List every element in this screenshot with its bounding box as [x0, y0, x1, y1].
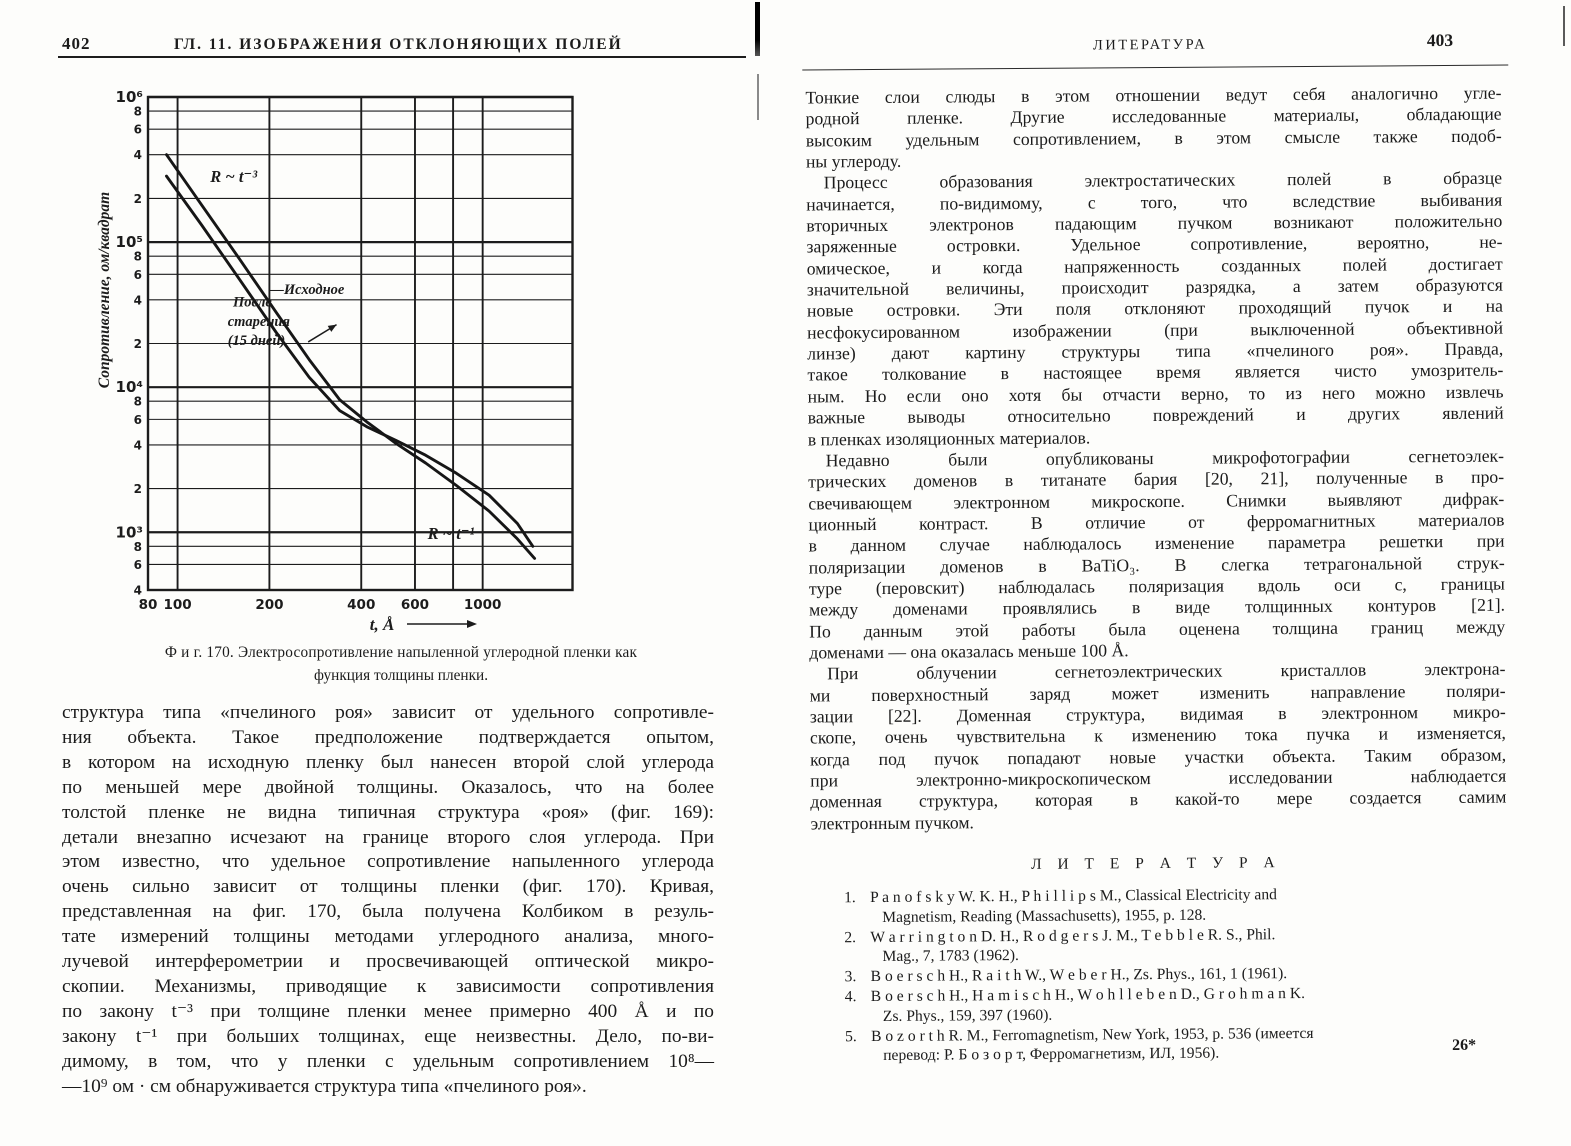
right-page — [800, 26, 1523, 1131]
reference-line: 5. B o z o r t h R. M., Ferromagnetism, New York, 1953, p. 536 (имеется — [844, 1024, 1314, 1045]
x-axis-title: t, Å — [369, 615, 395, 634]
text-line: По данным этой работы была оценена толщина границ между — [809, 616, 1506, 642]
y-tick-label: 10³ — [115, 523, 143, 542]
text-line: доменами — она оказалась меньше 100 Å. — [809, 640, 1129, 663]
figure-170 — [95, 85, 595, 645]
y-tick-label: 4 — [133, 438, 142, 453]
y-tick-label: 4 — [133, 293, 142, 308]
text-line: лучевой интерферометрии и просвечивающей оптической микро- — [62, 951, 714, 973]
references-list — [844, 884, 1509, 1067]
signature-mark: 26* — [1452, 1036, 1477, 1054]
resistance-vs-thickness-chart — [95, 85, 595, 645]
reference-line: Mag., 7, 1783 (1962). — [882, 947, 1019, 966]
text-line: важные выводы относительно повреждений и других явлений — [807, 402, 1504, 428]
y-tick-label: 10⁶ — [115, 88, 143, 106]
reference-line: 3. B o e r s c h H., R a i t h W., W e b e r H., Zs. Phys., 161, 1 (1961). — [844, 965, 1288, 986]
y-tick-label: 2 — [133, 191, 142, 206]
text-line: когда под пучок попадают новые участки объекта. Таким образом, — [810, 744, 1507, 770]
text-line: ным. Но если оно хотя бы отчасти верно, то из него можно извлечь — [807, 381, 1504, 407]
text-line: в данном случае наблюдалось изменение параметра решетки при — [808, 530, 1505, 556]
text-line: ны углероду. — [805, 150, 902, 172]
text-line: электронным пучком. — [810, 811, 975, 834]
x-tick-label: 600 — [400, 597, 430, 613]
chart-annotation: (15 дней) — [227, 333, 286, 350]
text-line: туре (перовскит) наблюдалась поляризация вдоль оси c, границы — [808, 573, 1505, 599]
text-line: между доменами проявлялись в виде толщинных контуров [21]. — [808, 594, 1506, 620]
figure-caption-line: функция толщины пленки. — [313, 667, 489, 684]
y-tick-label: 2 — [133, 482, 142, 497]
text-line: по закону t⁻³ при толщине пленки менее примерно 400 Å и по — [62, 1000, 714, 1022]
text-line: При облучении сегнетоэлектрических кристаллов электрона- — [809, 658, 1506, 684]
text-line: свечивающем электронном микроскопе. Снимки выявляют дифрак- — [808, 488, 1505, 513]
chart-annotation: —Исходное — [269, 281, 345, 298]
reference-line: Magnetism, Reading (Massachusetts), 1955, p. 128. — [882, 906, 1207, 926]
text-line: при электронно-микроскопическом исследовании наблюдается — [810, 765, 1507, 791]
y-tick-label: 8 — [133, 249, 142, 264]
y-tick-label: 8 — [133, 394, 142, 409]
text-line: структура типа «пчелиного роя» зависит от удельного сопротивле- — [62, 702, 714, 723]
scan-scratch — [1563, 6, 1565, 46]
figure-caption — [60, 641, 742, 687]
reference-number: 5. — [844, 1027, 857, 1045]
literature-section-heading: Л И Т Е Р А Т У Р А — [1030, 854, 1281, 873]
running-title: ЛИТЕРАТУРА — [1092, 36, 1208, 54]
text-line: ционный контраст. В отличие от ферромагнитных материалов — [808, 509, 1505, 535]
y-tick-label: 10⁴ — [115, 378, 143, 397]
x-tick-label: 1000 — [463, 597, 502, 613]
text-line: новые островки. Эти поля отклоняют проходящий пучок и на — [806, 296, 1504, 321]
x-tick-label: 200 — [255, 597, 284, 613]
text-line: толстой пленке не видна типичная структура «роя» (фиг. 169): — [62, 801, 714, 823]
y-tick-label: 8 — [133, 104, 142, 119]
text-line: Тонкие слои слюды в этом отношении ведут себя аналогично угле- — [805, 82, 1502, 108]
left-page-body-text — [62, 701, 714, 1100]
text-line: представленная на фиг. 170, была получена Колбиком в резуль- — [62, 901, 714, 923]
text-line: омическое, и когда напряженность созданных полей достигает — [806, 253, 1503, 279]
x-axis-arrowhead — [467, 620, 477, 628]
x-tick-label: 80 — [138, 597, 158, 613]
y-tick-label: 2 — [133, 337, 142, 351]
reference-number: 2. — [844, 928, 857, 946]
text-line: трических доменов в титанате бария [20, 21], полученные в про- — [808, 466, 1505, 492]
y-axis-title: Сопротивление, ом/квадрат — [96, 191, 113, 389]
text-line: заряженные островки. Удельное сопротивление, вероятно, не- — [806, 232, 1503, 257]
text-line: детали внезапно исчезают на границе второго слоя углерода. При — [62, 826, 714, 848]
y-tick-label: 4 — [133, 148, 142, 163]
chart-annotation: старения — [227, 313, 290, 330]
gutter-shadow — [755, 2, 760, 56]
text-line: очень сильно зависит от толщины пленки (фиг. 170). Кривая, — [62, 876, 714, 898]
text-line: родной пленке. Другие исследованные материалы, обладающие — [805, 103, 1502, 129]
reference-line: Zs. Phys., 159, 397 (1960). — [882, 1006, 1053, 1025]
reference-line: 1. P a n o f s k y W. K. H., P h i l l i p s M., Classical Electricity and — [844, 886, 1277, 907]
text-line: Недавно были опубликованы микрофотографии сегнетоэлек- — [807, 445, 1505, 471]
y-tick-label: 10⁵ — [115, 233, 143, 252]
reference-number: 3. — [844, 968, 857, 986]
figure-caption-line: Ф и г. 170. Электросопротивление напыленной углеродной пленки как — [164, 644, 638, 661]
text-line: поляризации доменов в BaTiO₃. В слегка тетрагональной струк- — [808, 552, 1505, 578]
annotation-arrowhead — [328, 325, 337, 332]
y-tick-label: 6 — [133, 122, 142, 137]
running-title: ГЛ. 11. ИЗОБРАЖЕНИЯ ОТКЛОНЯЮЩИХ ПОЛЕЙ — [174, 36, 623, 53]
reference-number: 1. — [844, 889, 856, 907]
y-tick-label: 6 — [133, 267, 142, 282]
text-line: этом известно, что удельное сопротивление напыленного углерода — [62, 851, 714, 873]
y-tick-label: 4 — [133, 583, 142, 598]
text-line: такое толкование в настоящее время является чисто умозритель- — [807, 360, 1504, 385]
chart-annotation: R ~ t⁻¹ — [427, 523, 475, 543]
y-tick-label: 6 — [133, 412, 142, 427]
text-line: несфокусированном изображении (при выключенной объективной — [807, 317, 1504, 343]
text-line: в котором на исходную пленку был нанесен второй слой углерода — [62, 751, 714, 773]
page-number: 403 — [1426, 29, 1454, 51]
reference-line: 2. W a r r i n g t o n D. H., R o d g e r s J. M., T e b b l e R. S., Phil. — [844, 925, 1276, 946]
page-number: 402 — [62, 34, 91, 53]
header-rule — [802, 65, 1508, 71]
text-line: вторичных электронов падающим пучком возникают положительно — [806, 210, 1503, 236]
y-tick-label: 8 — [133, 539, 142, 554]
text-line: ния объекта. Такое предположение подтверждается опытом, — [62, 726, 714, 748]
text-line: ми поверхностный заряд может изменить направление поляри- — [809, 680, 1506, 706]
text-line: доменная структура, которая в какой-то мере создается самим — [810, 786, 1507, 812]
text-line: по меньшей мере двойной толщины. Оказалось, что на более — [62, 776, 714, 798]
gutter-shadow — [757, 74, 759, 120]
x-tick-label: 400 — [347, 597, 376, 613]
right-page-body-text — [805, 83, 1506, 835]
reference-line: перевод: Р. Б о з о р т, Ферромагнетизм, ИЛ, 1956). — [883, 1044, 1220, 1065]
chart-annotation: После — [233, 294, 272, 311]
text-line: Процесс образования электростатических полей в образце — [806, 167, 1503, 193]
text-line: линзе) дают картину структуры типа «пчелиного роя». Правда, — [807, 338, 1504, 364]
text-line: скопе, очень чувствительна к изменению тока пучка и изменяется, — [809, 722, 1506, 748]
text-line: скопии. Механизмы, приводящие к зависимости сопротивления — [62, 975, 714, 997]
text-line: закону t⁻¹ при больших толщинах, еще неизвестны. Дело, по-ви- — [62, 1025, 714, 1047]
header-rule — [58, 56, 746, 58]
reference-line: 4. B o e r s c h H., H a m i s c h H., W o h l l e b e n D., G r o h m a n K. — [844, 984, 1306, 1006]
reference-number: 4. — [844, 988, 857, 1006]
x-tick-label: 100 — [163, 597, 192, 613]
text-line: тате измерений толщины методами углеродного анализа, много- — [62, 926, 714, 948]
text-line: начинается, по-видимому, с того, что вследствие выбивания — [806, 189, 1503, 215]
text-line: димому, в том, что у пленки с удельным сопротивлением 10⁸— — [62, 1050, 714, 1072]
text-line: зации [22]. Доменная структура, видимая в электронном микро- — [809, 701, 1506, 727]
y-tick-label: 6 — [133, 557, 142, 572]
text-line: в пленках изоляционных материалов. — [807, 426, 1091, 449]
chart-annotation: R ~ t⁻³ — [210, 166, 258, 186]
text-line: значительной величины, происходит разрядка, а затем образуются — [806, 274, 1503, 300]
text-line: высоким удельным сопротивлением, в этом смысле также подоб- — [805, 125, 1502, 151]
curve-исходное — [167, 155, 535, 559]
text-line: —10⁹ ом · см обнаруживается структура типа «пчелиного роя». — [62, 1075, 587, 1097]
